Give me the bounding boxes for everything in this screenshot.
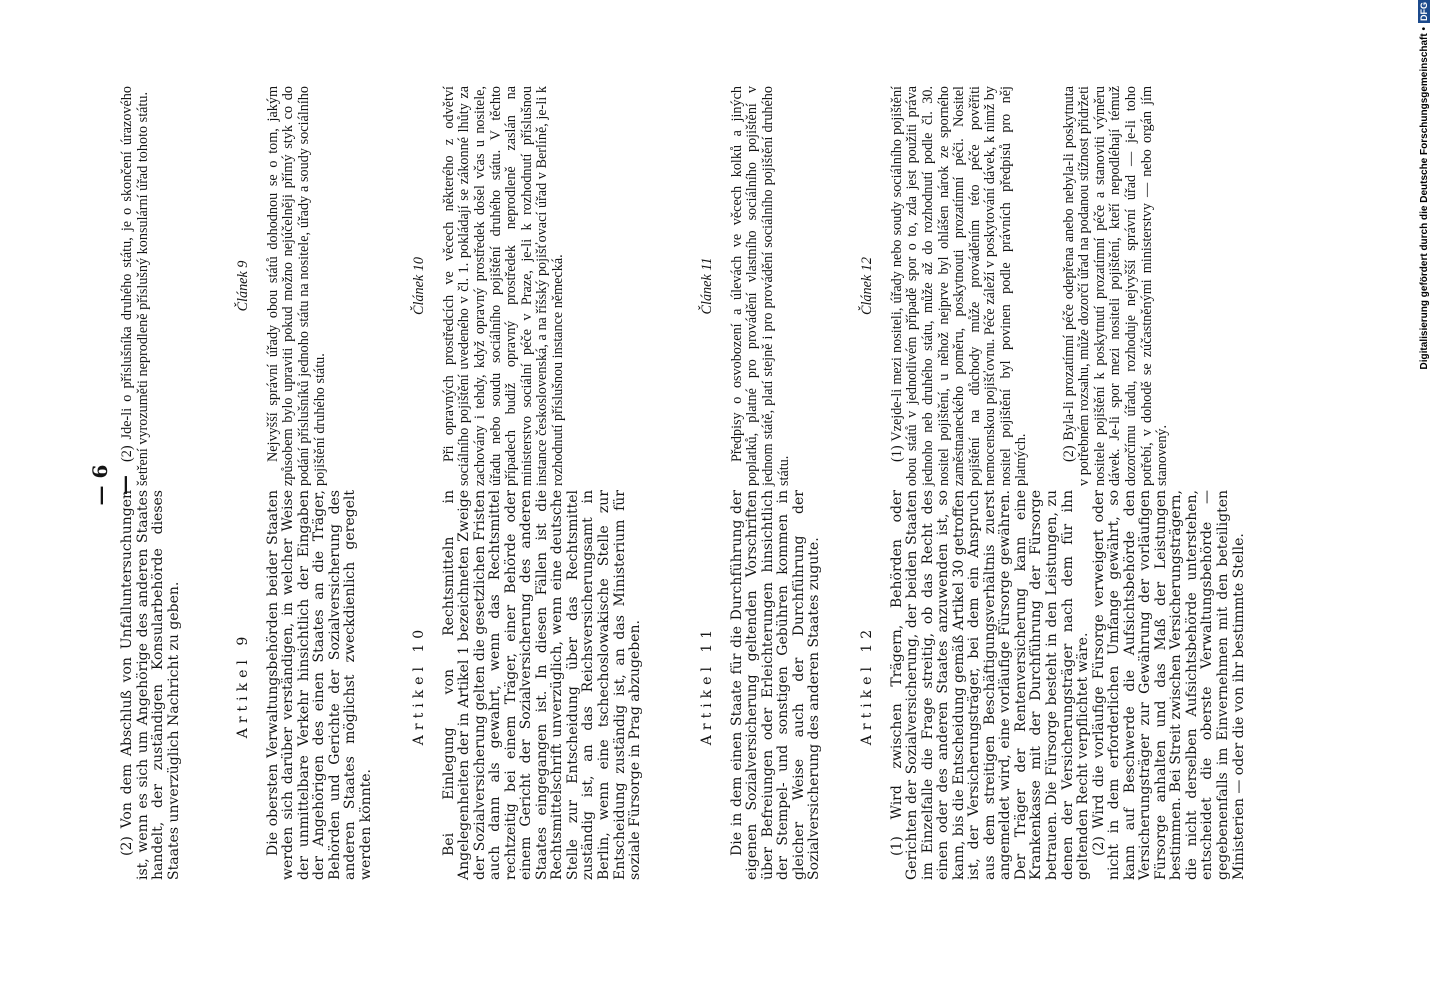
de-art9-text: Die obersten Verwaltungsbehörden beider Staaten werden sich darüber verständigen, in welcher Weise der unmittelbare Verkehr hinsichtlich der Eingaben der Angehörigen des einen Staates an die Träger, Behörden und Gerichte der Sozialversicherung des anderen Staates möglichst zweckdienlich geregelt werden könnte. bbox=[264, 490, 374, 880]
de-art12-p2: (2) Wird die vorläufige Fürsorge verweigert oder nicht in dem erforderlichen Umfange gewährt, so kann auf Beschwerde die Aufsichtsbehörde den Versicherungsträger zur Gewährung der vorläufigen Fürsorge anhalten und das Maß der Leistungen bestimmen. Bei Streit zwischen Versicherungsträgern, die nicht derselben Aufsichtsbehörde unterstehen, entscheidet die oberste Verwaltungsbehörde — gegebenenfalls im Einvernehmen mit den beteiligten Ministerien — oder die von ihr bestimmte Stelle. bbox=[1090, 490, 1247, 880]
credit-text: Digitalisierung gefördert durch die Deutsche Forschungsgemeinschaft • bbox=[1419, 27, 1430, 370]
cs-cl11-heading: Článek 11 bbox=[699, 257, 716, 315]
page-number: — 6 — bbox=[88, 464, 136, 506]
cs-cl12-p2: (2) Byla-li prozatímní péče odepřena anebo nebyla-li poskytnuta v potřebném rozsahu, může dozorčí úřad na podanou stížnost přidržeti nositele pojištění k poskytnutí prozatímní péče a stanoviti výměru dávek. Je-li spor mezi nositeli pojištění, kteří nepodléhají témuž dozorčímu úřadu, rozhoduje nejvyšší správní úřad — je-li toho potřebí, v dohodě se zúčastněnými ministerstvy — nebo orgán jím stanovený. bbox=[1060, 86, 1171, 486]
de-para-2: (2) Von dem Abschluß von Unfalluntersuchungen ist, wenn es sich um Angehörige des anderen Staates handelt, der zuständigen Konsularbehörde dieses Staates unverzüglich Nachricht zu geben. bbox=[119, 490, 182, 880]
de-art9-block bbox=[222, 490, 374, 880]
de-art12-p1: (1) Wird zwischen Trägern, Behörden oder Gerichten der Sozialversicherung, der beiden Staaten im Einzelfalle die Frage streitig, ob das Recht des einen oder des anderen Staates anzuwenden ist, so kann, bis die Entscheidung gemäß Artikel 30 getroffen ist, der Versicherungsträger, bei dem ein Anspruch aus dem streitigen Beschäftigungsverhältnis zuerst angemeldet wird, eine vorläufige Fürsorge gewähren. Der Träger der Rentenversicherung kann eine Krankenkasse mit der Durchführung der Fürsorge betrauen. Die Fürsorge besteht in den Leistungen, zu denen der Versicherungsträger nach dem für ihn geltenden Recht verpflichtet wäre. bbox=[888, 490, 1092, 880]
cs-para-2-block bbox=[120, 86, 151, 486]
de-art9-heading: Artikel 9 bbox=[235, 631, 251, 739]
czech-column bbox=[0, 86, 1434, 486]
de-art12-block bbox=[846, 490, 1247, 880]
cs-cl10-text: Při opravných prostředcích ve věcech některého z odvětví sociálního pojištění uvedeného v čl. 1. pokládají se zákonné lhůty za zachovány i tehdy, když opravný prostředek došel včas u nositele, úřadu nebo soudu sociálního pojištění druhého státu. V těchto případech budiž opravný prostředek neprodleně zaslán na ministerstvo sociální péče v Praze, je-li k rozhodnutí příslušnou instance československá, a na říšský pojišťovací úřad v Berlíně, je-li k rozhodnutí příslušnou instance německá. bbox=[440, 86, 566, 486]
dfg-logo: DFG bbox=[1419, 2, 1429, 21]
cs-cl9-block bbox=[222, 86, 328, 486]
cs-cl12-heading: Článek 12 bbox=[859, 257, 876, 315]
cs-cl9-heading: Článek 9 bbox=[235, 260, 252, 312]
cs-para-2: (2) Jde-li o příslušníka druhého státu, je o skončení úrazového šetření vyrozuměti neprodleně příslušný konsulární úřad tohoto státu. bbox=[119, 86, 151, 486]
digitization-credit bbox=[1418, 0, 1432, 380]
cs-cl12-p1: (1) Vzejde-li mezi nositeli, úřady nebo soudy sociálního pojištění obou států v jednotlivém případě spor o to, zda jest použiti práva jednoho neb druhého státu, může až do rozhodnutí podle čl. 30. nositel pojištění, u něhož nejprve byl ohlášen nárok ze sporného zaměstnaneckého poměru, poskytnouti prozatímní péči. Nositel pojištění na důchody může prováděním této péče pověřiti nemocenskou pojišťovnu. Péče záleží v poskytování dávek, k nimž by nositel pojištění byl povinen podle právních předpisů pro něj platných. bbox=[888, 86, 1030, 486]
cs-cl11-text: Předpisy o osvobození a úlevách ve věcech kolků a jiných poplatků, platné pro provádění vlastního sociálního pojištění v jednom státě, platí stejně i pro provádění sociálního pojištění druhého státu. bbox=[728, 86, 792, 486]
cs-cl9-text: Nejvyšší správní úřady obou států dohodnou se o tom, jakým způsobem bylo upraviti pokud možno nejúčelněji přímý styk co do podání příslušníků jednoho státu na nositele, úřady a soudy sociálního pojištění druhého státu. bbox=[264, 86, 328, 486]
de-art11-block bbox=[686, 490, 823, 880]
cs-cl10-heading: Článek 10 bbox=[411, 257, 428, 315]
german-column bbox=[0, 490, 1434, 880]
de-art11-heading: Artikel 11 bbox=[699, 624, 715, 746]
de-art10-text: Bei Einlegung von Rechtsmitteln in Angelegenheiten der in Artikel 1 bezeichneten Zweige der Sozialversicherung gelten die gesetzlichen Fristen auch dann als gewahrt, wenn das Rechtsmittel rechtzeitig bei einem Träger, einer Behörde oder einem Gericht der Sozialversicherung des anderen Staates eingegangen ist. In diesen Fällen ist die Rechtsmittelschrift unverzüglich, wenn eine deutsche Stelle zur Entscheidung über das Rechtsmittel zuständig ist, an das Reichsversicherungsamt in Berlin, wenn eine tschechoslowakische Stelle zur Entscheidung zuständig ist, an das Ministerium für soziale Fürsorge in Prag abzugeben. bbox=[440, 490, 644, 880]
de-art10-heading: Artikel 10 bbox=[411, 624, 427, 746]
cs-cl11-block bbox=[686, 86, 792, 486]
de-art11-text: Die in dem einen Staate für die Durchführung der eigenen Sozialversicherung geltenden Vorschriften über Befreiungen oder Erleichterungen hinsichtlich der Stempel- und sonstigen Gebühren kommen in gleicher Weise auch der Durchführung der Sozialversicherung des anderen Staates zugute. bbox=[728, 490, 823, 880]
de-art10-block bbox=[398, 490, 644, 880]
de-art12-heading: Artikel 12 bbox=[859, 624, 875, 746]
cs-cl12-block bbox=[846, 86, 1171, 486]
de-para-2-block bbox=[120, 490, 182, 880]
cs-cl10-block bbox=[398, 86, 566, 486]
